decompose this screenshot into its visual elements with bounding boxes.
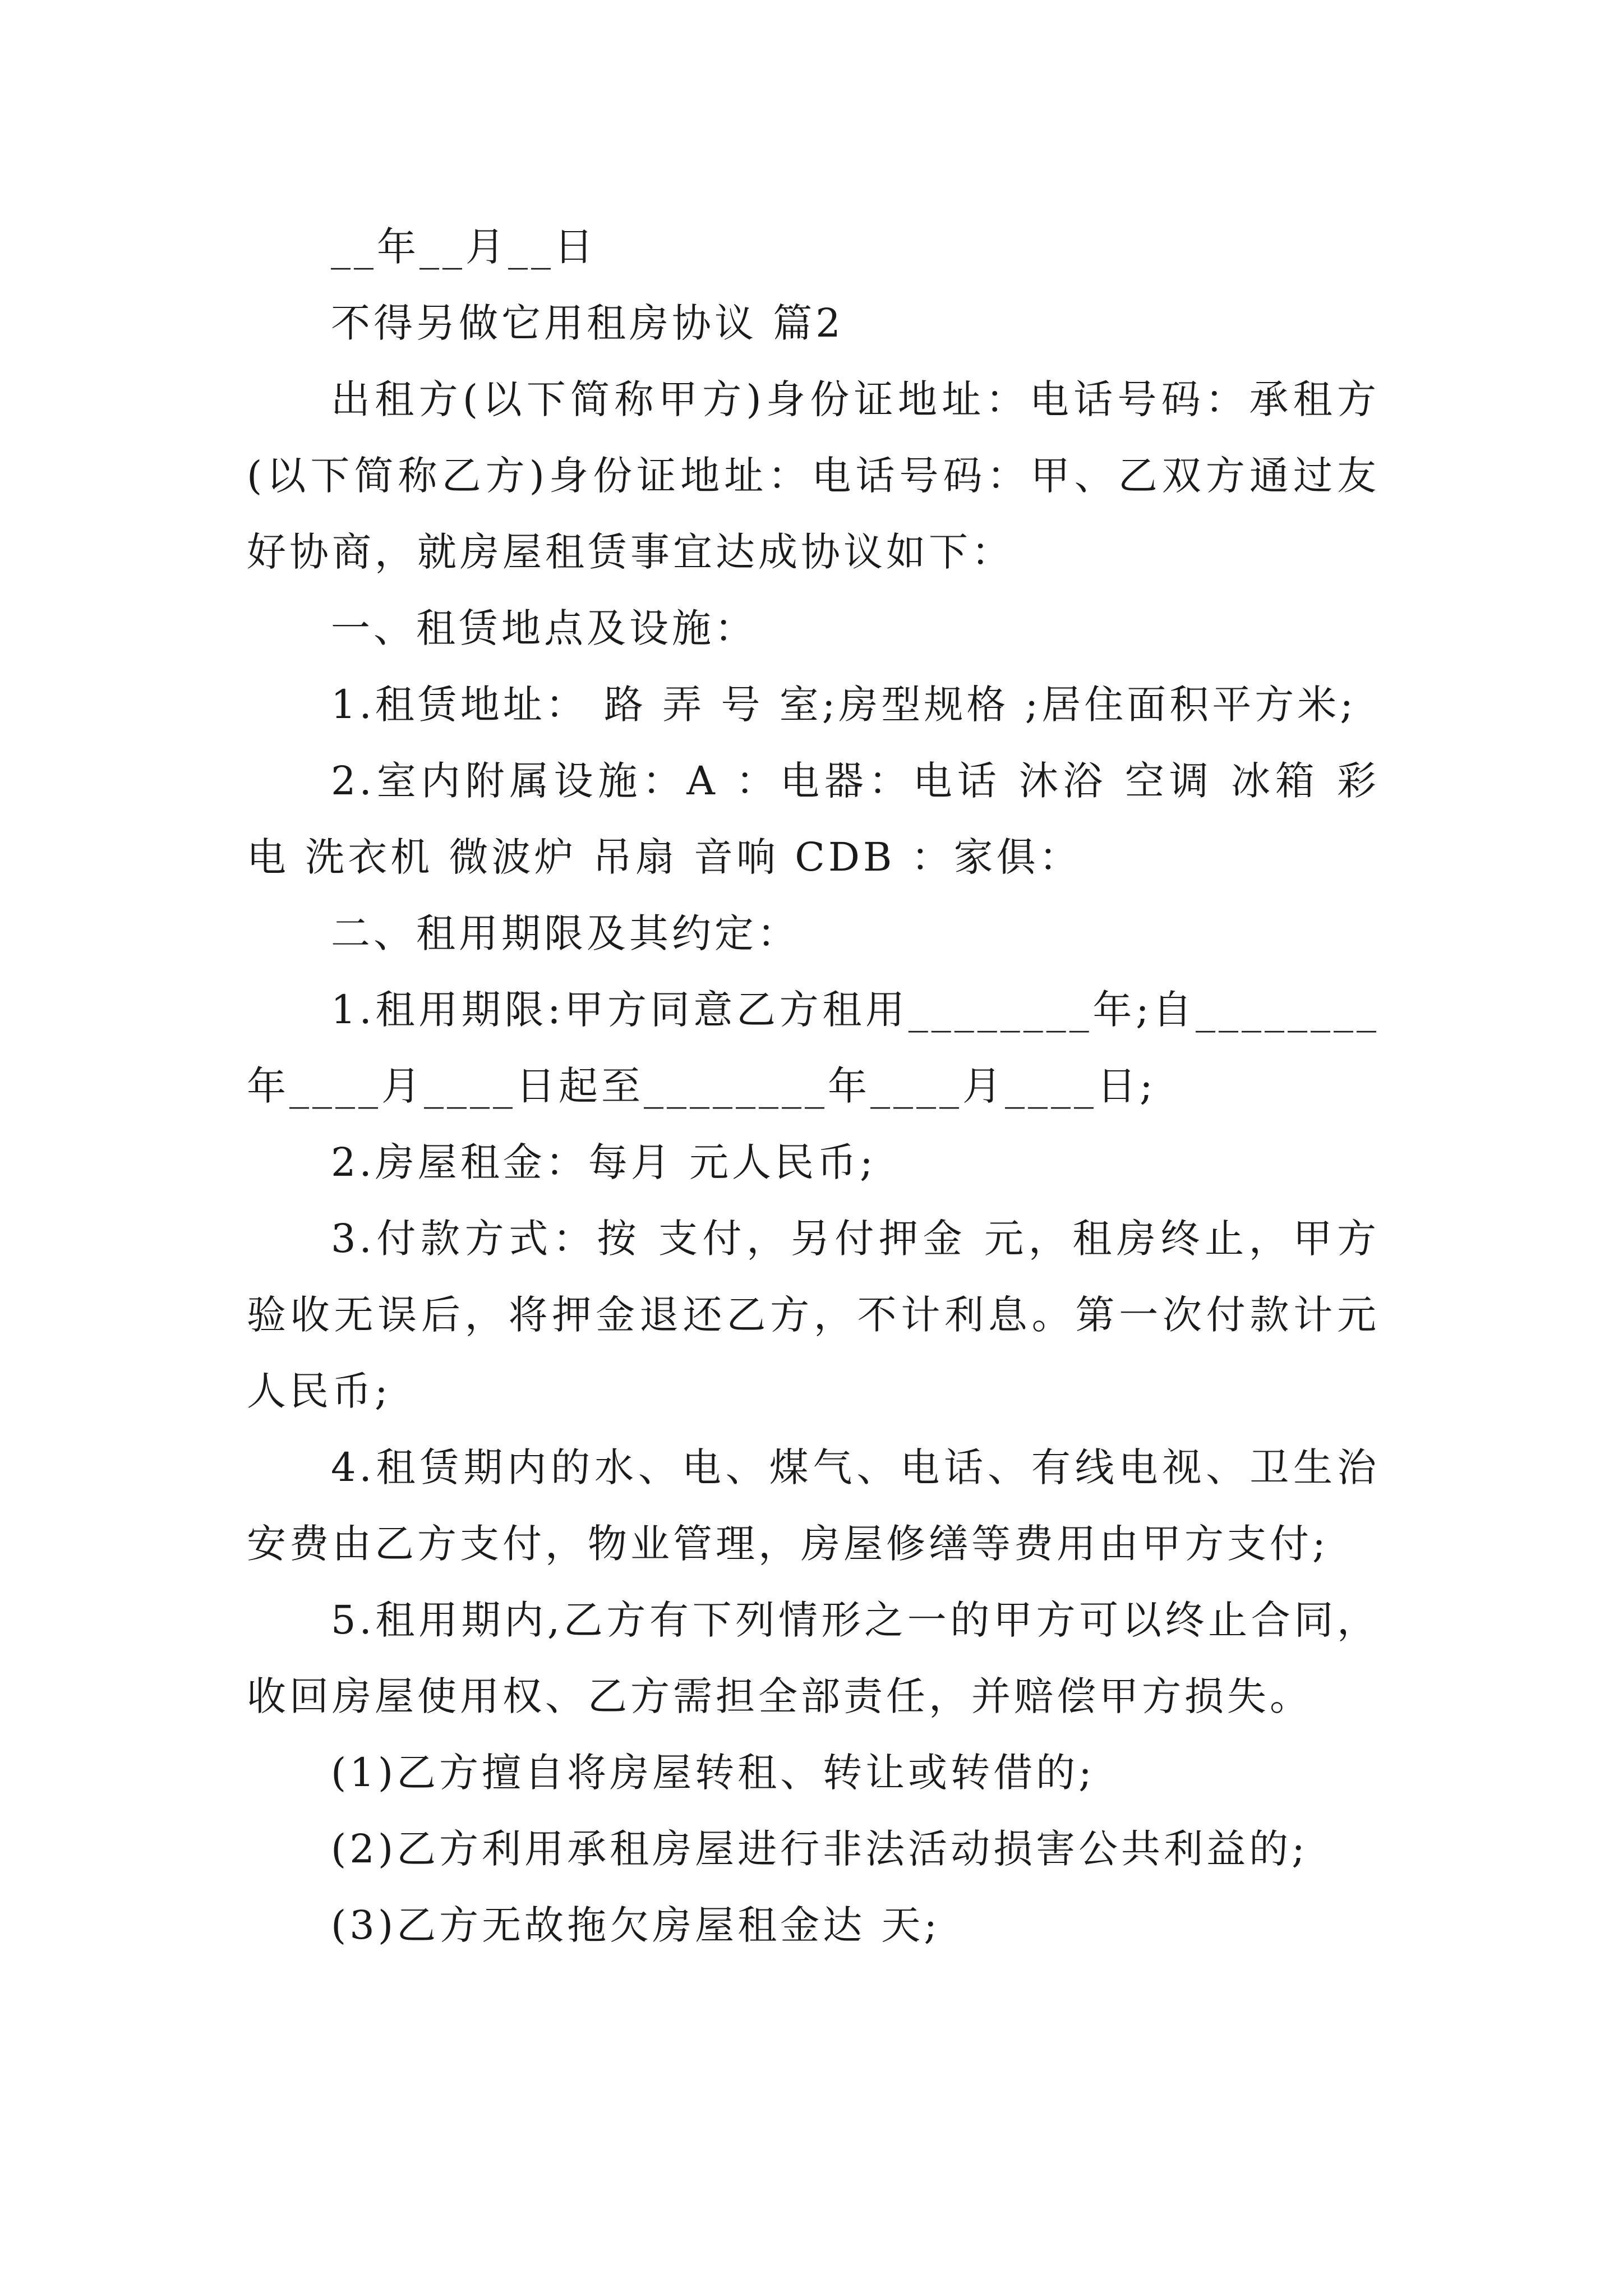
list-item-sublet: (1)乙方擅自将房屋转租、转让或转借的; [331, 1750, 1095, 1796]
paragraph-rent: 2.房屋租金：每月 元人民币; [331, 1139, 877, 1185]
list-item-illegal-use: (2)乙方利用承租房屋进行非法活动损害公共利益的; [331, 1826, 1308, 1872]
paragraph-payment: 3.付款方式：按 支付，另付押金 元，租房终止，甲方验收无误后，将押金退还乙方，不计利息。第一次付款计元人民币; [247, 1216, 1380, 1414]
paragraph-termination: 5.租用期内,乙方有下列情形之一的甲方可以终止合同，收回房屋使用权、乙方需担全部责任，并赔偿甲方损失。 [247, 1597, 1380, 1719]
paragraph-term: 1.租用期限:甲方同意乙方租用________年;自________年____月____日起至________年____月____日; [247, 987, 1380, 1109]
paragraph-fees: 4.租赁期内的水、电、煤气、电话、有线电视、卫生治安费由乙方支付，物业管理，房屋修缮等费用由甲方支付; [247, 1444, 1380, 1567]
list-item-arrears: (3)乙方无故拖欠房屋租金达 天; [331, 1902, 940, 1948]
paragraph-facilities: 2.室内附属设施：A ：电器：电话 沐浴 空调 冰箱 彩电 洗衣机 微波炉 吊扇 音响 CDB ：家俱： [247, 758, 1380, 880]
document-body [247, 209, 1380, 1963]
paragraph-parties: 出租方(以下简称甲方)身份证地址：电话号码：承租方(以下简称乙方)身份证地址：电话号码：甲、乙双方通过友好协商，就房屋租赁事宜达成协议如下： [247, 376, 1380, 575]
section-title: 不得另做它用租房协议 篇2 [331, 300, 844, 346]
heading-term: 二、租用期限及其约定： [331, 910, 800, 956]
date-line: __年__月__日 [331, 224, 597, 270]
paragraph-rental-address: 1.租赁地址： 路 弄 号 室;房型规格 ;居住面积平方米; [331, 682, 1357, 728]
heading-location-facilities: 一、租赁地点及设施： [331, 605, 757, 651]
